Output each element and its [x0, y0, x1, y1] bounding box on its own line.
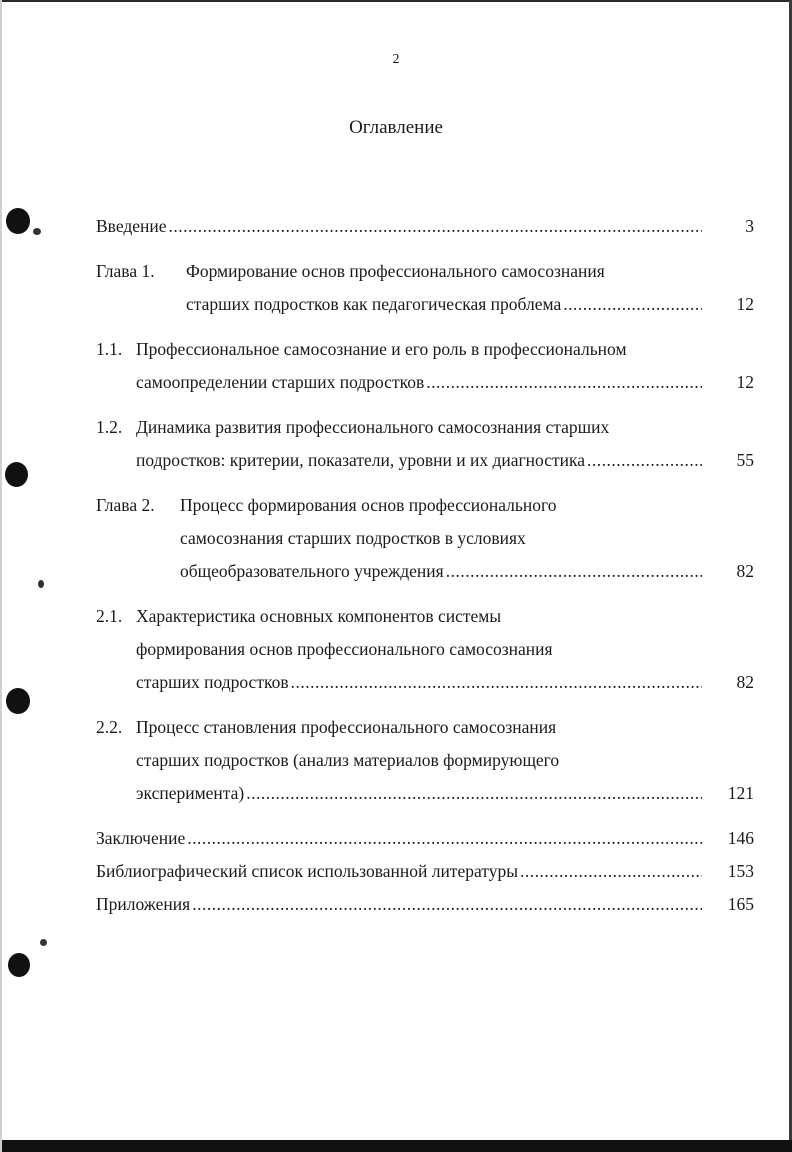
toc-entry-title: формирования основ профессионального самосознания	[136, 639, 553, 659]
toc-entry	[96, 210, 756, 243]
toc-entry-title: общеобразовательного учреждения	[180, 561, 444, 581]
toc-entry-title: Приложения	[96, 894, 191, 914]
toc-entry-number: Глава 1.	[96, 261, 155, 281]
dot-leader	[246, 777, 702, 810]
toc-entry	[96, 600, 756, 699]
toc-page-number: 165	[727, 894, 754, 914]
toc-entry-title: Характеристика основных компонентов системы	[136, 606, 502, 626]
scan-speck	[38, 580, 44, 588]
toc-entry-number: Глава 2.	[96, 495, 155, 515]
dot-leader	[426, 366, 702, 399]
toc-entry-number: 1.1.	[96, 339, 123, 359]
punch-hole-3	[6, 688, 30, 714]
toc-entry	[96, 822, 756, 855]
dot-leader	[187, 822, 702, 855]
toc-entry-number: 2.2.	[96, 717, 123, 737]
toc-entry	[96, 411, 756, 477]
scan-edge-bottom	[0, 1140, 792, 1152]
toc-entry-title: Динамика развития профессионального самосознания старших	[136, 417, 610, 437]
toc-entry	[96, 255, 756, 321]
toc-page-number: 12	[736, 294, 754, 314]
punch-hole-4	[8, 953, 30, 977]
dot-leader	[169, 210, 702, 243]
dot-leader	[520, 855, 702, 888]
toc-entry-title: старших подростков как педагогическая проблема	[186, 294, 562, 314]
toc-page-number: 82	[736, 561, 754, 581]
toc-entry-title: Формирование основ профессионального самосознания	[186, 261, 605, 281]
scan-speck	[40, 939, 47, 946]
toc-entry-title: старших подростков	[136, 672, 289, 692]
toc-entry	[96, 489, 756, 588]
toc-entry	[96, 855, 756, 888]
scan-speck	[33, 228, 41, 235]
toc-entry-title: старших подростков (анализ материалов формирующего	[136, 750, 560, 770]
table-of-contents	[96, 210, 756, 921]
toc-entry	[96, 888, 756, 921]
punch-hole-1	[6, 208, 30, 234]
dot-leader	[446, 555, 702, 588]
page-title: Оглавление	[349, 117, 443, 138]
punch-hole-2	[5, 462, 28, 487]
toc-entry-title: Профессиональное самосознание и его роль в профессиональном	[136, 339, 627, 359]
toc-entry-title: самосознания старших подростков в условиях	[180, 528, 526, 548]
toc-page-number: 82	[736, 672, 754, 692]
toc-entry-title: Введение	[96, 216, 167, 236]
toc-page-number: 55	[736, 450, 754, 470]
toc-page-number: 3	[745, 216, 754, 236]
dot-leader	[563, 288, 702, 321]
toc-page-number: 146	[727, 828, 754, 848]
toc-entry-title: Процесс формирования основ профессионального	[180, 495, 557, 515]
toc-entry-title: Библиографический список использованной литературы	[96, 861, 518, 881]
toc-entry-title: подростков: критерии, показатели, уровни и их диагностика	[136, 450, 586, 470]
dot-leader	[291, 666, 702, 699]
dot-leader	[587, 444, 702, 477]
page-number: 2	[392, 52, 400, 67]
toc-page-number: 121	[727, 783, 754, 803]
toc-page-number: 153	[727, 861, 754, 881]
scan-edge-left	[0, 0, 2, 1152]
toc-entry-number: 1.2.	[96, 417, 123, 437]
dot-leader	[192, 888, 702, 921]
toc-entry-number: 2.1.	[96, 606, 123, 626]
toc-entry-title: самоопределении старших подростков	[136, 372, 425, 392]
toc-entry-title: Процесс становления профессионального самосознания	[136, 717, 557, 737]
scan-edge-top	[0, 0, 792, 2]
toc-entry-title: эксперимента)	[136, 783, 245, 803]
toc-entry	[96, 333, 756, 399]
toc-entry	[96, 711, 756, 810]
toc-page-number: 12	[736, 372, 754, 392]
toc-entry-title: Заключение	[96, 828, 186, 848]
